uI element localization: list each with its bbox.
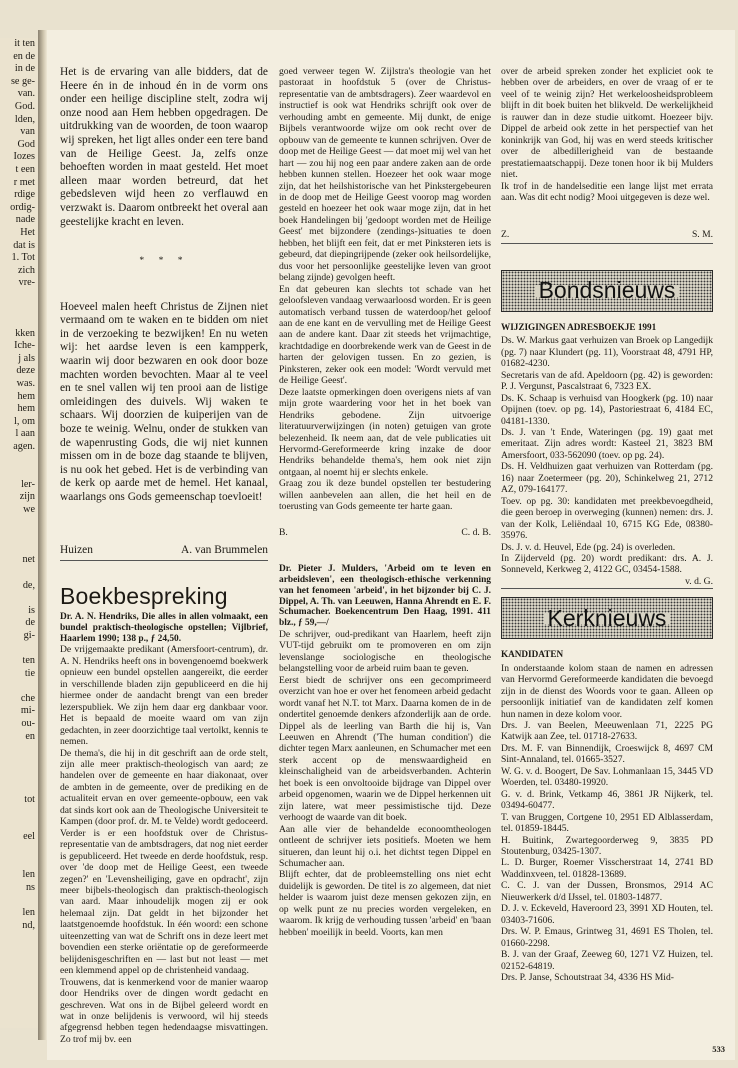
prev-page-fragment	[0, 894, 38, 907]
prev-page-fragment: was.	[16, 378, 35, 390]
address-changes-list	[501, 335, 713, 576]
list-signature: v. d. G.	[501, 576, 713, 589]
prev-page-fragment: ten	[22, 655, 35, 667]
prev-page-fragment	[0, 680, 38, 693]
previous-page-edge	[0, 38, 38, 1028]
prev-page-fragment	[0, 517, 38, 530]
prev-page-fragment: ns	[25, 881, 35, 893]
section-separator: * * *	[139, 255, 189, 267]
list-item: W. G. v. d. Boogert, De Sav. Lohmanlaan 15, 3445 VD Woerden, tel. 03480-19920.	[501, 765, 713, 789]
review-paragraph: De vrijgemaakte predikant (Amersfoort-centrum), dr. A. N. Hendriks heeft ons in bovengenoemd boekwerk opnieuw een bundel opstellen aangereikt, die eerder in verschillende bladen zijn gepubliceerd en die hij hiermee onder de aandacht brengt van een breder lezerspubliek. We zijn hem daar erg dankbaar voor. Het is bepaald de moeite waard om van zijn gedachten, in zeer doorzichtige taal vertolkt, kennis te nemen.	[60, 644, 268, 748]
prev-page-fragment	[0, 743, 38, 756]
prev-page-fragment: dat is	[13, 239, 35, 251]
column-3	[501, 66, 713, 983]
list-item: T. van Bruggen, Cortgene 10, 2951 ED Alblasserdam, tel. 01859-18445.	[501, 811, 713, 835]
prev-page-fragment: len	[22, 869, 35, 881]
prev-page-fragment: van.	[17, 88, 35, 100]
review-paragraph: Graag zou ik deze bundel opstellen ter bestudering willen aanbevelen aan allen, die het heil en de toerusting van Gods gemeente ter harte gaan.	[279, 478, 491, 513]
banner-title: Kerknieuws	[544, 613, 671, 624]
prayer-paragraph-1: Het is de ervaring van alle bidders, dat de Heere én in de inhoud én in de vorm ons onder een heilige discipline stelt, zodra wij onze nood aan Hem hebben opgedragen. De uitdrukking van de woorden, de toon waarop wij spreken, het ligt alles onder een tere band van de Heilige Geest. Ja, zelfs onze behoeften worden in maat gesteld. Het moet alleen maar worden betreurd, dat het gebedsleven wijd heen zo verflauwd en verzwakt is. Daarom ontbreekt het overal aan geestelijke kracht en leven.	[60, 66, 268, 228]
signature-place: Huizen	[60, 544, 93, 557]
prev-page-fragment: j als	[18, 352, 35, 364]
subheading-kandidaten: KANDIDATEN	[501, 649, 564, 660]
prev-page-fragment	[0, 643, 38, 656]
prev-page-fragment: we	[23, 503, 35, 515]
list-item: Ds. W. Markus gaat verhuizen van Broek op Langedijk (pg. 7) naar Klundert (pg. 11), Voorstraat 48, 4791 HP, 01682-4230.	[501, 335, 713, 370]
prev-page-fragment: se ge-	[10, 75, 35, 87]
prev-page-fragment: ler-	[21, 478, 35, 490]
prev-page-fragment	[0, 781, 38, 794]
prev-page-fragment: Het	[20, 226, 35, 238]
list-item: Ds. K. Schaap is verhuisd van Hoogkerk (pg. 10) naar Opijnen (toev. op pg. 14), Pastoriestraat 6, 4184 EC, 04181-1330.	[501, 392, 713, 427]
review-paragraph: Blijft echter, dat de probleemstelling ons niet echt duidelijk is geworden. De titel is zo algemeen, dat niet helder is waarom juist deze mensen gekozen zijn, en op welk punt ze nu precies worden vergeleken, en waarom. Ik krijg de verhouding tussen 'arbeid' en 'baan hebben' moeilijk in beeld. Voorts, kan men	[279, 869, 491, 938]
review-paragraph: Eerst biedt de schrijver ons een gecomprimeerd overzicht van hoe er over het fenomeen arbeid gedacht wordt vanaf het N.T. tot Marx. Daarna komen de in de ondertitel genoemde denkers afzonderlijk aan de orde. Dippel als de leerling van Barth die hij is, Van Leeuwen en Ahrendt ('The human condition') die dichter tegen Marx aanleunen, en Schumacher met een sterk accent op de menswaardigheid en kleinschaligheid van de arbeidsverbanden. Achterin het boek is een onvoltooide bijdrage van Dippel over arbeid opgenomen, waarin we de Dippel herkennen uit zijn latere, wat meer pessimistische tijd. Deze verhoogt de waarde van dit boek.	[279, 674, 491, 824]
review-paragraph: En dat gebeuren kan slechts tot schade van het geloofsleven vandaag verwaarloosd worden. Er is geen automatisch verband tussen de waterdoop/het geloof aan de ene kant en de vervulling met de Heilige Geest aan de andere kant. Daar zit steeds het vrijmachtige, krachtdadige en doorbrekende werk van de Geest in de harten der gelovigen tussen. En zo gezien, is Pinksteren, zeker ook een model: 'Wordt vervuld met de Heilige Geest'.	[279, 283, 491, 387]
prev-page-fragment: God	[17, 138, 35, 150]
list-item: Ds. J. van 't Ende, Wateringen (pg. 19) gaat met emeritaat. Zijn adres wordt: Kasteel 21, 3823 BM Amersfoort, 033-562090 (toev. op pg. 24).	[501, 426, 713, 461]
review-paragraph: goed verweer tegen W. Zijlstra's theologie van het pastoraat in hoofdstuk 5 (over de Christus-representatie van de ambtsdragers). Zeer waardevol en instructief is ook wat Hendriks schrijft ook over de verhouding ambt en gemeente. Mij dunkt, de enige Bijbels verantwoorde wijze om ook recht over de opbouw van de gemeente te kunnen schrijven. Over de doop met de Heilige Geest — dat moet mij wel van het hart — zou hij nog een paar andere zaken aan de orde hebben kunnen stellen. Hoezeer het ook waar moge zijn, dat het heilshistorische van het Pinkstergebeuren in de doop met de Heilige Geest voorop mag worden gesteld en hoezeer het ook waar moge zijn, dat in het boek Handelingen bij 'gedoopt worden met de Heilige Geest' met bijzondere (zendings-)situaties te doen hebben, het blijft een feit, dat er met Pinksteren iets is gebeurd, dat diepingrijpende (zeker ook heilsordelijke, dus voor het persoonlijke geestelijke leven van groot belang zijnde) gevolgen heeft.	[279, 66, 491, 284]
prev-page-fragment: l, om	[14, 415, 35, 427]
list-item: Ds. J. v. d. Heuvel, Ede (pg. 24) is overleden.	[501, 541, 676, 553]
prev-page-fragment	[0, 592, 38, 605]
prev-page-fragment: en de	[13, 50, 35, 62]
prev-page-fragment: len	[22, 906, 35, 918]
prev-page-fragment: net	[22, 554, 35, 566]
list-item: L. D. Burger, Roemer Visscherstraat 14, 2741 BD Waddinxveen, tel. 01828-13689.	[501, 857, 713, 880]
review-signature	[501, 225, 713, 243]
prev-page-fragment: lden,	[14, 113, 35, 125]
prev-page-fragment	[0, 768, 38, 781]
prev-page-fragment	[0, 806, 38, 819]
review-paragraph: over de arbeid spreken zonder het expliciet ook te hebben over de arbeiders, en over de vraag of er te veel of te weinig zijn? Het werkeloosheidsprobleem blijft in dit boek buiten het blikveld. De werkelijkheid is rauwer dan in deze studie uitkomt. Hoezeer bijv. Dippel de arbeid ook zette in het perspectief van het koninkrijk van God, hij was en werd steeds kritischer over de albedillerigheid van de bestaande prestatiemaatschappij. Deze tonen hoor ik bij Mulders niet.	[501, 66, 713, 181]
prev-page-fragment: r met	[13, 176, 35, 188]
review-paragraph: Ik trof in de handelseditie een lange lijst met errata aan. Was dit echt nodig? Mooi uitgegeven is deze wel.	[501, 180, 713, 203]
prev-page-fragment: vre-	[18, 277, 35, 289]
list-item: Toev. op pg. 30: kandidaten met preekbevoegdheid, die geen beroep in overweging (kunnen) nemen: drs. J. van der Kolk, Leliëndaal 10, 6715 KG Ede, 08380-35976.	[501, 495, 713, 542]
prev-page-fragment	[0, 302, 38, 315]
prayer-paragraph-2: Hoeveel malen heeft Christus de Zijnen niet vermaand om te waken en te bidden om niet in de verzoeking te bezwijken! En nu weten wij: het aardse leven is een kampperk, waarin wij door bezwaren en ook door boze machten worden bevochten. Maar al te veel en te snel vallen wij ten prooi aan de listige omleidingen des duivels. Wij waken te schaars. Wij doorzien de kuiperijen van de boze te weinig. Welnu, onder de stukken van de wapenrusting Gods, die wij niet kunnen missen om in de boze dag staande te blijven, is nu ook het gebed. Het is de verbinding van de kerk op aarde met de hemel. Het kanaal, waarlangs ons Gods gemeenschap toevloeit!	[60, 300, 268, 503]
list-item: G. v. d. Brink, Vetkamp 46, 3861 JR Nijkerk, tel. 03494-60477.	[501, 788, 713, 812]
prev-page-fragment: hem	[17, 390, 35, 402]
prev-page-fragment	[0, 756, 38, 769]
prev-page-fragment: kken	[15, 327, 35, 339]
prev-page-fragment: de	[25, 617, 35, 629]
list-item: Drs. P. Janse, Schoutstraat 34, 4336 HS Mid-	[501, 972, 674, 983]
prev-page-fragment	[0, 466, 38, 479]
signature-initial: Z.	[501, 229, 510, 241]
prev-page-fragment: God.	[14, 100, 35, 112]
prev-page-fragment: it ten	[14, 38, 35, 49]
list-item: Drs. W. P. Emaus, Grintweg 31, 4691 ES Tholen, tel. 01660-2298.	[501, 926, 713, 949]
list-item: D. J. v. Eckeveld, Haveroord 23, 3991 XD Houten, tel. 03403-71606.	[501, 903, 713, 926]
prev-page-fragment: ordig-	[10, 201, 35, 213]
list-item: Ds. H. Veldhuizen gaat verhuizen van Rotterdam (pg. 16) naar Zoetermeer (pg. 20), Schinkelweg 21, 2712 AZ, 079-164177.	[501, 461, 713, 496]
prev-page-fragment: zich	[18, 264, 35, 276]
prev-page-fragment: che	[20, 692, 35, 704]
prev-page-fragment: gi-	[23, 629, 35, 641]
subheading-wijzigingen: WIJZIGINGEN ADRESBOEKJE 1991	[501, 321, 657, 332]
prev-page-fragment: 1. Tot	[11, 252, 35, 264]
kerknieuws-banner	[501, 597, 713, 639]
prev-page-fragment: ou-	[21, 718, 35, 730]
list-item: H. Buitink, Zwartegoorderweg 9, 3835 PD Stoutenburg, 03425-1307.	[501, 834, 713, 858]
prev-page-fragment: mi-	[20, 705, 35, 717]
prev-page-fragment: tie	[24, 667, 35, 679]
prev-page-fragment: en	[25, 730, 35, 742]
prev-page-fragment	[0, 290, 38, 303]
bondsnieuws-banner	[501, 270, 713, 312]
review-paragraph: Aan alle vier de behandelde econoomtheologen ontleent de schrijver iets positiefs. Moeten we hem situeren, dan leunt hij o.i. het dichtst tegen Dippel en Schumacher aan.	[279, 823, 491, 869]
prev-page-fragment: is	[28, 604, 35, 616]
prev-page-fragment: nade	[15, 214, 35, 226]
column-1	[60, 66, 268, 1045]
section-title-boekbespreking: Boekbespreking	[60, 583, 228, 610]
prev-page-fragment: de,	[22, 579, 35, 591]
signature-initial: B.	[279, 526, 288, 538]
prev-page-fragment: zijn	[19, 491, 35, 503]
prev-page-fragment: hem	[17, 403, 35, 415]
prev-page-fragment: rdige	[14, 189, 35, 201]
book-heading: Dr. A. N. Hendriks, Die alles in allen volmaakt, een bundel praktisch-theologische opstellen; Vijlbrief, Haarlem 1990; 138 p., ƒ 24,50.	[60, 612, 268, 644]
prev-page-fragment: Iozes	[13, 151, 35, 163]
page-number: 533	[712, 1044, 725, 1054]
candidates-intro: In onderstaande kolom staan de namen en adressen van Hervormd Gereformeerde kandidaten die bevoegd zijn in de dienst des Woords voor te gaan. Alleen op persoonlijk initiatief van de kandidaten zelf komen hun namen in deze kolom voor.	[501, 662, 713, 720]
list-item: Secretaris van de afd. Apeldoorn (pg. 42) is geworden: P. J. Vergunst, Pascalstraat 6, 7323 EX.	[501, 369, 713, 393]
signature-author: C. d. B.	[461, 526, 491, 538]
article-signature	[60, 540, 268, 558]
review-paragraph: De schrijver, oud-predikant van Haarlem, heeft zijn VUT-tijd gebruikt om te promoveren en om zijn levenslange sociologische en theologische belangstelling voor de arbeid ruim baan te geven.	[279, 628, 491, 675]
prev-page-fragment: l aan	[15, 428, 35, 440]
list-item: B. J. van der Graaf, Zeeweg 60, 1271 VZ Huizen, tel. 02152-64819.	[501, 949, 713, 972]
prev-page-fragment	[0, 567, 38, 580]
review-paragraph: De thema's, die hij in dit geschrift aan de orde stelt, zijn alle meer praktisch-theologisch van aard; ze handelen over de gemeente en haar diakonaat, over de ambten in de gemeente, over de prediking en de actualiteit ervan en over gemeente-opbouw, een vak dat sinds kort ook aan de Theologische Universiteit te Kampen (door prof. dr. M. te Velde) wordt gedoceerd. Verder is er een hoofdstuk over de Christus-representatie van de ambtsdragers, dat nog niet eerder is gepubliceerd. Het tweede en derde hoofdstuk, resp. over 'de doop met de Heilige Geest, een tweede zegen?' en 'Levensheiliging, gave en opdracht', zijn meer bijbels-theologisch dan praktisch-theologisch van aard. Maar inhoudelijk mogen zij er ook helemaal zijn. Dat geldt in het bijzonder het laatstgenoemde hoofdstuk. In één woord: een schone uiteenzetting van wat de Schrift ons in deze leert met bovendien een sterke oriëntatie op de gereformeerde belijdenisgeschriften en — last but not least — met een klemmend appel op de christenheid vandaag.	[60, 747, 268, 977]
column-2	[279, 66, 491, 938]
list-item: In Zijderveld (pg. 20) wordt predikant: drs. A. J. Sonneveld, Kerkweg 2, 4122 GC, 03454-1588.	[501, 552, 713, 576]
prev-page-fragment: in de	[14, 63, 35, 75]
prev-page-fragment: nd,	[22, 919, 35, 931]
prev-page-fragment: eel	[23, 831, 35, 843]
review-paragraph: Deze laatste opmerkingen doen overigens niets af van mijn grote waardering voor het in het boek van Hendriks gebodene. Zijn uitvoerige literatuurverwijzingen (in noten) getuigen van grote belezenheid. Ik neem aan, dat de vele publicaties uit Hervormd-Gereformeerde kring inzake de door Hendriks behandelde thema's, hem ook niet zijn ontgaan, al noemt hij er slechts enkele.	[279, 386, 491, 478]
prev-page-fragment	[0, 315, 38, 328]
review-signature	[279, 523, 491, 538]
prev-page-fragment: Iche-	[14, 340, 35, 352]
prev-page-fragment	[0, 542, 38, 555]
prev-page-fragment: van	[20, 126, 35, 138]
prev-page-fragment	[0, 529, 38, 542]
signature-author: S. M.	[691, 229, 713, 241]
binding-gutter	[38, 30, 47, 1040]
prev-page-fragment	[0, 819, 38, 832]
prev-page-fragment: deze	[16, 365, 35, 377]
list-item: Drs. M. F. van Binnendijk, Croeswijck 8, 4697 CM Sint-Annaland, tel. 01665-3527.	[501, 742, 713, 766]
list-item: C. C. J. van der Dussen, Bronsmos, 2914 AC Nieuwerkerk d/d IJssel, tel. 01803-14877.	[501, 880, 713, 903]
list-item: Drs. J. van Beelen, Meeuwenlaan 71, 2225 PG Katwijk aan Zee, tel. 01718-27633.	[501, 720, 713, 743]
prev-page-fragment	[0, 454, 38, 467]
signature-author: A. van Brummelen	[181, 544, 268, 557]
banner-title: Bondsnieuws	[535, 285, 680, 296]
prev-page-fragment: t een	[15, 163, 35, 175]
prev-page-fragment	[0, 844, 38, 857]
candidates-list	[501, 720, 713, 983]
prev-page-fragment: agen.	[13, 441, 35, 452]
prev-page-fragment	[0, 857, 38, 870]
magazine-page	[47, 30, 735, 1060]
review-paragraph: Trouwens, dat is kenmerkend voor de manier waarop door Hendriks over de dingen wordt gedacht en geschreven. Wat ons in de Bijbel geleerd wordt en wat in onze belijdenis is verwoord, wil hij steeds afgegrensd hebben tegen hedendaagse misvattingen. Zo trof mij bv. een	[60, 976, 268, 1045]
prev-page-fragment: tot	[24, 793, 35, 805]
book-heading: Dr. Pieter J. Mulders, 'Arbeid om te leven en arbeidsleven', een theologisch-ethische verkenning van het fenomeen 'arbeid', in het bijzonder bij C. J. Dippel, A. Th. van Leeuwen, Hanna Ahrendt en E. F. Schumacher. Boekencentrum Den Haag, 1991. 411 blz., ƒ 59,—/	[279, 564, 491, 629]
